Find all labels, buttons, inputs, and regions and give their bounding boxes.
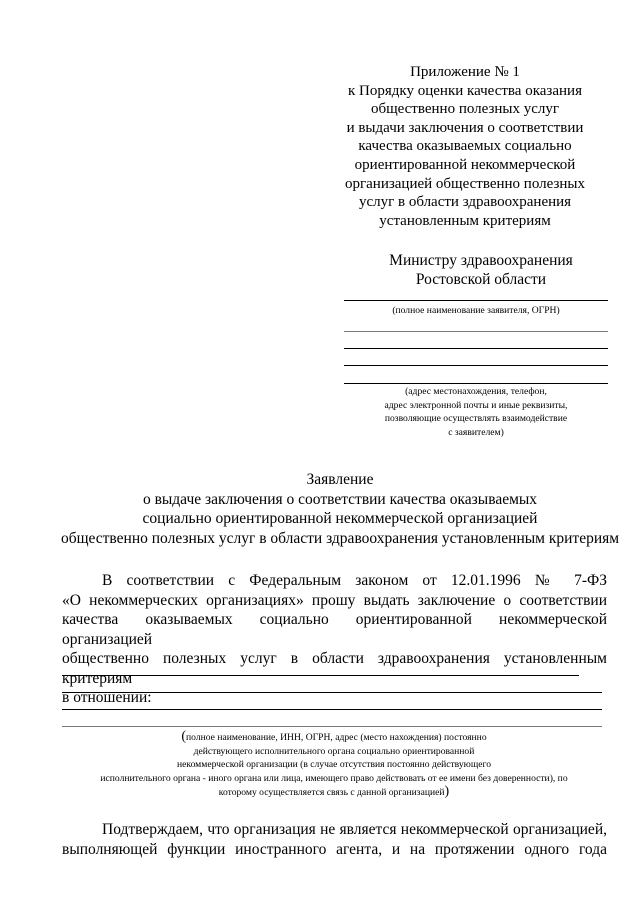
appendix-line: Приложение № 1 [410,64,520,80]
appendix-line: и выдачи заключения о соответствии [346,119,584,136]
appendix-line: ориентированной некоммерческой [354,156,576,173]
paragraph-line: «О некоммерческих организациях» прошу выдать заключение о соответствии [62,591,607,609]
title-line: общественно полезных услуг в области здравоохранения установленным критериям [60,529,620,547]
title-line: о выдаче заключения о соответствии качества оказываемых [142,490,538,508]
open-paren: ( [181,729,187,744]
paragraph-line: В соответствии с Федеральным законом от 12.01.1996 № 7-ФЗ [102,572,607,589]
contacts-line [344,383,608,384]
contacts-note-line: с заявителем) [448,426,504,438]
organization-line [62,726,602,727]
organization-note-line: действующего исполнительного органа социально ориентированной [193,745,475,757]
appendix-line: установленным критериям [379,212,551,229]
organization-note-line: (полное наименование, ИНН, ОГРН, адрес (место нахождения) постоянно [181,729,487,744]
organization-line [62,675,579,676]
applicant-note: (полное наименование заявителя, ОГРН) [392,305,560,316]
contacts-note-line: (адрес местонахождения, телефон, [405,386,547,397]
document-title [40,470,640,548]
contacts-note-line: адрес электронной почты и иные реквизиты, [384,399,568,411]
recipient-line: Ростовской области [415,271,547,288]
close-paren: ) [444,784,450,799]
appendix-line: качества оказываемых социально [358,138,572,155]
paragraph-confirmation [62,820,607,859]
organization-line [62,692,602,693]
paragraph-line: выполняющей функции иностранного агента, и на протяжении одного года [62,840,607,858]
contacts-line [344,331,608,332]
contacts-note-line: позволяющие осуществлять взаимодействие [384,413,568,424]
organization-line [62,709,602,710]
appendix-line: услуг в области здравоохранения [358,194,572,211]
title-line: Заявление [306,471,374,488]
paragraph-line: общественно полезных услуг в области здравоохранения установленным критериям [62,650,607,687]
title-line: социально ориентированной некоммерческой организацией [142,510,538,527]
organization-note-line: исполнительного органа - иного органа или лица, имеющего право действовать от ее имени без доверенности), по [100,772,568,784]
paragraph-line: в отношении: [62,689,152,706]
applicant-name-line [344,300,608,301]
organization-note [60,730,608,800]
paragraph-request [62,571,607,708]
organization-note-line: некоммерческой организации (в случае отсутствия постоянно действующего [177,759,491,770]
appendix-header [332,63,598,230]
appendix-line: общественно полезных услуг [370,101,560,118]
contacts-line [344,348,608,349]
paragraph-line: Подтверждаем, что организация не является некоммерческой организацией, [102,821,607,838]
appendix-line: к Порядку оценки качества оказания [348,82,582,99]
recipient-block [352,251,610,289]
contacts-note [344,385,608,439]
recipient-line: Министру здравоохранения [389,252,573,269]
contacts-line [344,365,608,366]
organization-note-line: которому осуществляется связь с данной организацией) [218,784,450,799]
appendix-line: организацией общественно полезных [344,175,585,192]
paragraph-line: качества оказываемых социально ориентированной некоммерческой организацией [62,611,607,648]
